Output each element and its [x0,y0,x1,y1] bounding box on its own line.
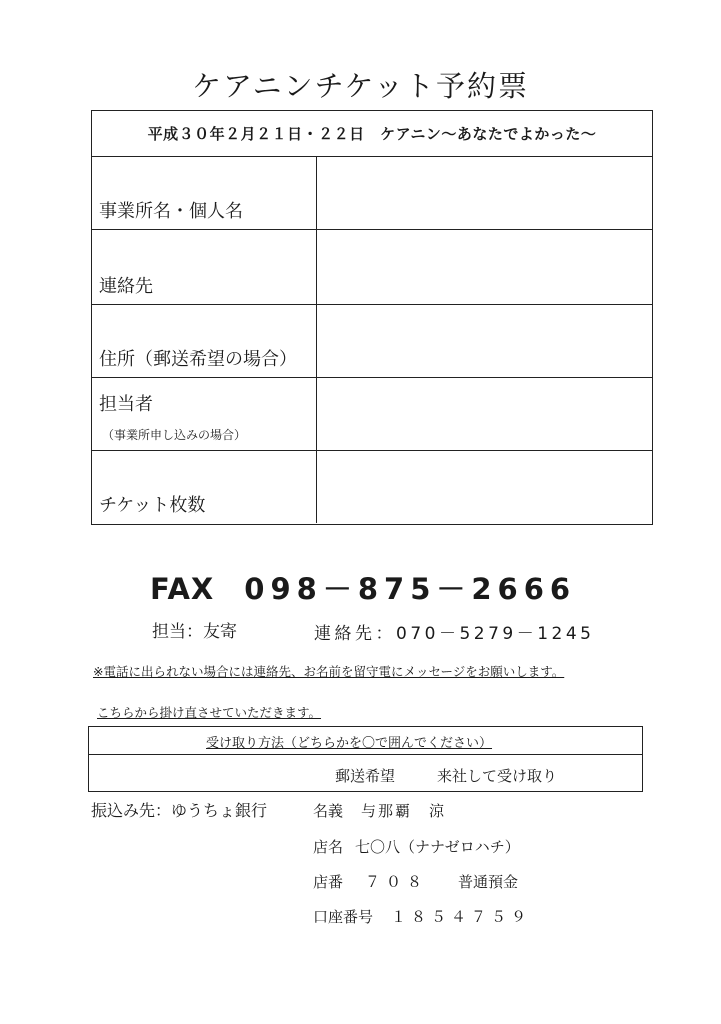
event-header: 平成３０年２月２１日・２２日 ケアニン～あなたでよかった～ [92,111,652,157]
form-label-contact: 連絡先 [99,276,153,297]
bank-branch-no-value: ７０８ [365,873,429,891]
form-field-name[interactable] [317,157,652,229]
contact-number: 連絡先：070－5279－1245 [314,624,595,644]
form-row-contact [92,230,652,305]
form-row-address [92,305,652,378]
form-field-address[interactable] [317,305,652,377]
voicemail-note: ※電話に出られない場合には連絡先、お名前を留守電にメッセージをお願いします。 [93,664,565,679]
form-row-person [92,378,652,451]
reservation-form-table [91,110,653,525]
receive-option-pickup[interactable]: 来社して受け取り [437,767,558,785]
form-label-person-note: （事業所申し込みの場合） [102,428,247,442]
fax-number: 098－875－2666 [244,572,577,606]
fax-label: FAX [150,572,215,606]
bank-branch-key: 店名 [313,838,344,856]
callback-note: こちらから掛け直させていただきます。 [97,705,322,720]
bank-name-value: 与那覇 涼 [361,802,447,820]
form-field-person[interactable] [317,378,652,450]
form-row-name [92,157,652,230]
receive-method-instruction: 受け取り方法（どちらかを〇で囲んでください） [206,736,493,751]
fax-line [150,567,576,608]
bank-account-key: 口座番号 [313,908,374,926]
form-field-tickets[interactable] [317,451,652,523]
receive-method-table [88,726,643,792]
page-title: ケアニンチケット予約票 [192,69,529,103]
form-label-person: 担当者 [99,394,153,415]
form-label-address: 住所（郵送希望の場合） [99,349,297,370]
bank-label: 振込み先：ゆうちょ銀行 [91,801,268,820]
form-label-name: 事業所名・個人名 [99,201,243,222]
bank-account-name [313,800,446,821]
bank-account-value: １８５４７５９ [391,908,532,926]
bank-name-key: 名義 [313,802,344,820]
receive-option-mail[interactable]: 郵送希望 [335,767,396,785]
bank-branch-no-key: 店番 [313,873,344,891]
form-row-tickets [92,451,652,523]
bank-branch-number [313,871,518,892]
staff-name: 担当：友寄 [152,622,237,642]
bank-account-type: 普通預金 [458,873,519,891]
receive-method-header [89,727,642,755]
form-field-contact[interactable] [317,230,652,304]
bank-account-number [313,906,531,927]
bank-branch [313,836,520,857]
form-label-tickets: チケット枚数 [99,495,206,516]
bank-branch-value: 七〇八（ナナゼロハチ） [355,838,520,856]
